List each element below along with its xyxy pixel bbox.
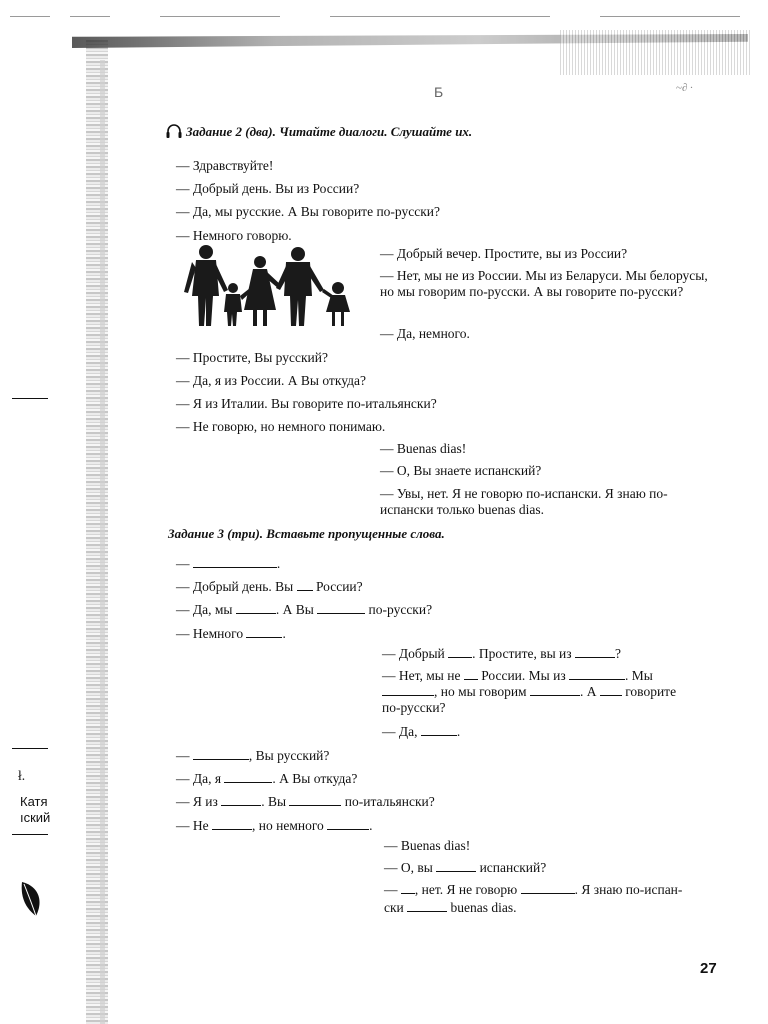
- fill-blank[interactable]: [297, 580, 313, 591]
- exercise-text: России. Мы из: [481, 668, 566, 683]
- fill-blank[interactable]: [530, 685, 580, 696]
- fill-blank[interactable]: [464, 669, 478, 680]
- exercise-text: — Да, я: [176, 771, 222, 786]
- exercise-text: — О, вы: [384, 860, 433, 875]
- margin-rule: [12, 834, 48, 835]
- margin-rule: [12, 748, 48, 749]
- fill-blank[interactable]: [246, 627, 282, 638]
- exercise-text: , Вы русский?: [248, 748, 330, 763]
- exercise-line: [176, 579, 363, 595]
- scan-edge-line: [330, 16, 550, 17]
- exercise-text: по-русски?: [368, 602, 433, 617]
- fill-blank[interactable]: [224, 772, 272, 783]
- dialog-line: — Да, немного.: [380, 326, 470, 341]
- exercise-line: [382, 724, 460, 740]
- exercise-text: —: [384, 882, 398, 897]
- exercise-text: — Да, мы: [176, 602, 233, 617]
- exercise-text: .: [282, 626, 286, 641]
- exercise-text: . А Вы: [275, 602, 314, 617]
- exercise-line: по-русски?: [382, 700, 446, 715]
- page-number: 27: [700, 960, 717, 977]
- fill-blank[interactable]: [193, 557, 277, 568]
- corner-scribble: ~∂ ∙: [676, 82, 693, 94]
- fill-blank[interactable]: [448, 647, 472, 658]
- exercise-text: . А: [579, 684, 597, 699]
- fill-blank[interactable]: [382, 685, 434, 696]
- headphones-icon: [165, 122, 183, 140]
- exercise-text: говорите: [625, 684, 677, 699]
- fill-blank[interactable]: [521, 883, 575, 894]
- exercise-text: — Не: [176, 818, 209, 833]
- margin-mark: ł.: [18, 768, 26, 783]
- dash: —: [176, 556, 193, 571]
- exercise-line: [176, 626, 286, 642]
- fill-blank[interactable]: [407, 901, 447, 912]
- fill-blank[interactable]: [436, 861, 476, 872]
- exercise-text: .: [276, 556, 281, 571]
- dialog-line: — Увы, нет. Я не говорю по-испански. Я знаю по-испански только buenas dias.: [380, 486, 668, 517]
- exercise-text: . А Вы откуда?: [272, 771, 358, 786]
- exercise-text: России?: [315, 579, 363, 594]
- exercise-text: . Я знаю по-испан-: [574, 882, 683, 897]
- exercise-text: — Я из: [176, 794, 218, 809]
- task3-title: Задание 3 (три). Вставьте пропущенные слова.: [168, 526, 445, 541]
- top-scan-shade: [560, 30, 750, 75]
- exercise-line: [176, 602, 432, 618]
- scan-edge-line: [10, 16, 50, 17]
- exercise-text: . Мы: [625, 668, 653, 683]
- exercise-text: — Да,: [382, 724, 418, 739]
- exercise-text: . Вы: [261, 794, 287, 809]
- margin-rule: [12, 398, 48, 399]
- fill-blank[interactable]: [236, 603, 276, 614]
- exercise-text: . Простите, вы из: [472, 646, 572, 661]
- exercise-text: , нет. Я не говорю: [414, 882, 518, 897]
- fill-blank[interactable]: [421, 725, 457, 736]
- exercise-line: [384, 860, 546, 876]
- scan-edge-line: [70, 16, 110, 17]
- header-mark: Б: [434, 84, 444, 100]
- fill-blank[interactable]: [193, 749, 249, 760]
- fill-blank[interactable]: [575, 647, 615, 658]
- exercise-text: .: [369, 818, 373, 833]
- fill-blank[interactable]: [569, 669, 625, 680]
- exercise-text: — Нет, мы не: [382, 668, 461, 683]
- dialog-line: — Добрый день. Вы из России?: [176, 181, 360, 196]
- fill-blank[interactable]: [317, 603, 365, 614]
- exercise-line: [176, 818, 373, 834]
- margin-label: ıский: [20, 810, 51, 825]
- exercise-text: —: [176, 748, 190, 763]
- exercise-text: по-итальянски?: [344, 794, 435, 809]
- exercise-line: — Buenas dias!: [384, 838, 471, 853]
- scan-edge-line: [600, 16, 740, 17]
- exercise-text: — Немного: [176, 626, 244, 641]
- dialog-line: — Да, мы русские. А Вы говорите по-русски?: [176, 204, 440, 219]
- dialog-line: — Добрый вечер. Простите, вы из России?: [380, 246, 628, 261]
- dialog-line: — Buenas dias!: [380, 441, 467, 456]
- exercise-text: — Добрый день. Вы: [176, 579, 294, 594]
- exercise-text: , но мы говорим: [434, 684, 527, 699]
- exercise-text: , но немного: [252, 818, 324, 833]
- dialog-line: — Я из Италии. Вы говорите по-итальянски?: [176, 396, 437, 411]
- dialog-line: — Да, я из России. А Вы откуда?: [176, 373, 366, 388]
- dialog-line: — Здравствуйте!: [176, 158, 274, 173]
- exercise-line: [384, 900, 517, 916]
- fill-blank[interactable]: [327, 819, 369, 830]
- fill-blank[interactable]: [600, 685, 622, 696]
- leaf-icon: [18, 880, 44, 918]
- dialog-line: — Немного говорю.: [176, 228, 292, 243]
- exercise-line: [176, 794, 435, 810]
- exercise-text: buenas dias.: [450, 900, 517, 915]
- exercise-line: [176, 771, 357, 787]
- exercise-text: ?: [614, 646, 621, 661]
- fill-blank[interactable]: [289, 795, 341, 806]
- exercise-line: [176, 556, 280, 572]
- exercise-line: [176, 748, 329, 764]
- exercise-line: [382, 646, 621, 662]
- fill-blank[interactable]: [221, 795, 261, 806]
- page-binding-shadow: [100, 60, 105, 1024]
- task2-title: Задание 2 (два). Читайте диалоги. Слушайте их.: [186, 124, 473, 139]
- exercise-text: испанский?: [479, 860, 547, 875]
- exercise-line: [382, 684, 676, 700]
- family-silhouette-illustration: [178, 244, 356, 328]
- exercise-line: [382, 668, 653, 684]
- dialog-line: — Не говорю, но немного понимаю.: [176, 419, 386, 434]
- dialog-line: — Простите, Вы русский?: [176, 350, 328, 365]
- exercise-line: [384, 882, 682, 898]
- dialog-line: — О, Вы знаете испанский?: [380, 463, 542, 478]
- exercise-text: ски: [384, 900, 404, 915]
- fill-blank[interactable]: [212, 819, 252, 830]
- margin-label: Катя: [20, 794, 48, 809]
- scan-edge-line: [160, 16, 280, 17]
- fill-blank[interactable]: [401, 883, 415, 894]
- dialog-line: — Нет, мы не из России. Мы из Беларуси. Мы белорусы, но мы говорим по-русски. А вы говорите по-русски?: [380, 268, 708, 299]
- exercise-text: .: [456, 724, 461, 739]
- exercise-text: — Добрый: [382, 646, 445, 661]
